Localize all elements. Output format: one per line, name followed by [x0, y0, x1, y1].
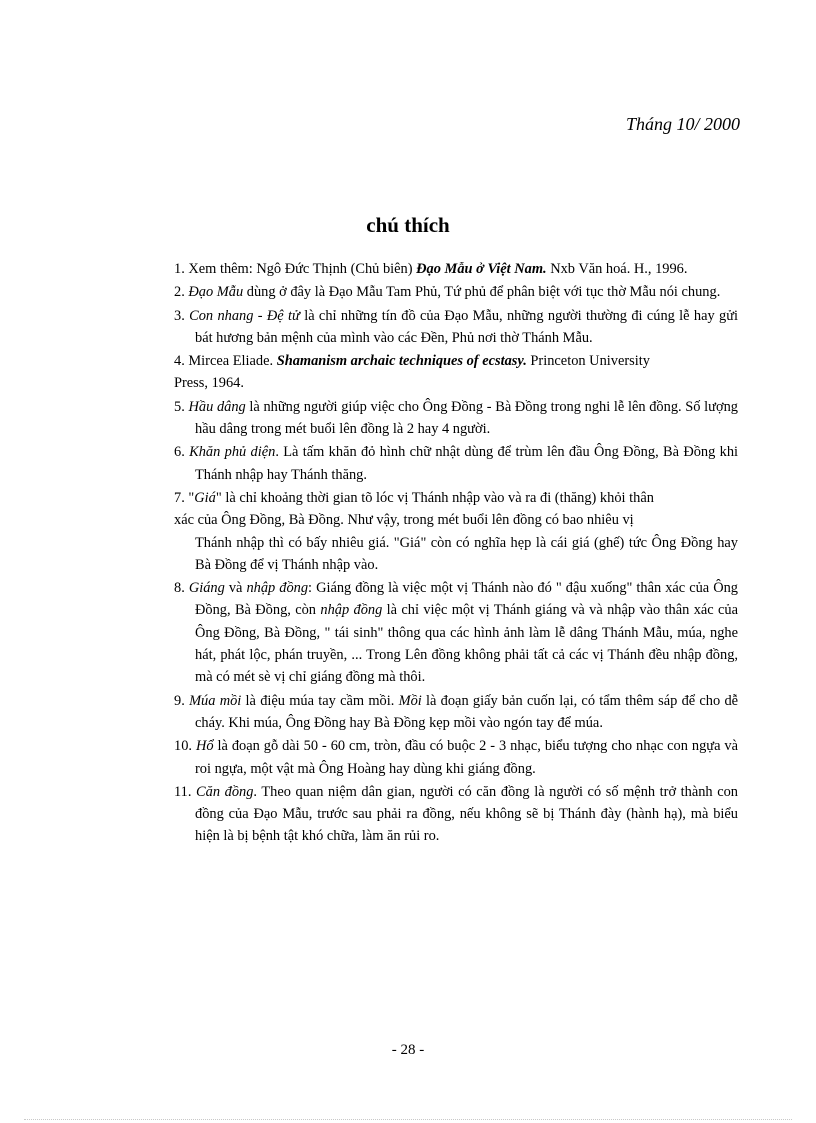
note-2-term: Đạo Mẫu	[188, 284, 244, 301]
note-4-press: Press, 1964.	[174, 375, 244, 392]
note-6-text: . Là tấm khăn đỏ hình chữ nhật dùng để trùm lên đầu Ông Đồng, Bà Đồng khi Thánh nhập hay Thánh thăng.	[195, 444, 739, 483]
note-1-book-title: Đạo Mẫu ở Việt Nam.	[416, 261, 547, 277]
page-number: - 28 -	[391, 1042, 425, 1058]
note-11	[174, 781, 738, 848]
note-3-text: là chỉ những tín đồ của Đạo Mẫu, những người thường đi cúng lễ hay gửi bát hương bản mệnh của mình vào các Đền, Phủ nơi thờ Thánh Mẫu.	[195, 307, 739, 346]
note-3-term: Con nhang - Đệ tử	[189, 307, 300, 324]
note-7	[174, 487, 738, 576]
note-8-conj: và	[224, 580, 247, 597]
note-7-text-line1: " là chỉ khoảng thời gian tõ lóc vị Thánh nhập vào và ra đi (thăng) khỏi thân	[215, 489, 654, 506]
note-2-text: dùng ở đây là Đạo Mẫu Tam Phủ, Tứ phủ để phân biệt với tục thờ Mẫu nói chung.	[243, 284, 721, 301]
note-7-number: 7. "	[174, 489, 195, 506]
note-7-text-line2: xác của Ông Đồng, Bà Đồng. Như vậy, trong mét buổi lên đồng có bao nhiêu vị	[174, 512, 634, 529]
note-11-text: . Theo quan niệm dân gian, người có căn đồng là người có số mệnh trở thành con đồng của Đạo Mẫu, trước sau phải ra đồng, nếu không sẽ bị Thánh đày (hành hạ), mà biểu hiện là bị bệnh tật khó chữa, làm ăn rủi ro.	[195, 783, 738, 845]
note-4-book-title: Shamanism archaic techniques of ecstasy.	[276, 353, 527, 370]
note-9-term-moi: Mồi	[398, 692, 422, 709]
note-8-term-giang: Giáng	[188, 580, 225, 597]
note-9-text-b: là đoạn giấy bản cuốn lại, có tẩm thêm sáp để cho dễ cháy. Khi múa, Ông Đồng hay Bà Đồng kẹp mồi vào ngón tay để múa.	[195, 692, 739, 731]
note-10-text: là đoạn gỗ dài 50 - 60 cm, tròn, đầu có buộc 2 - 3 nhạc, biểu tượng cho nhạc con ngựa và roi ngựa, một vật mà Ông Hoàng hay dùng khi giáng đồng.	[195, 738, 739, 777]
note-5-number: 5.	[174, 398, 189, 415]
note-10-number: 10.	[174, 738, 196, 755]
note-2	[174, 281, 738, 303]
section-title: chú thích	[366, 213, 450, 237]
note-11-term: Căn đồng	[196, 783, 254, 800]
note-4-author: 4. Mircea Eliade.	[174, 353, 277, 370]
note-9-term: Múa mồi	[189, 692, 242, 709]
note-9	[174, 690, 738, 735]
note-9-text-a: là điệu múa tay cầm mồi.	[241, 692, 399, 709]
note-6	[174, 441, 738, 486]
note-11-number: 11.	[174, 783, 197, 800]
note-6-term: Khăn phủ diện	[189, 444, 276, 461]
note-5-term: Hầu dâng	[188, 398, 246, 415]
note-9-number: 9.	[174, 692, 190, 709]
note-3	[174, 305, 738, 350]
note-8-text-a: : Giáng đồng là việc một vị Thánh nào đó " đậu xuống" thân xác của Ông Đồng, Bà Đồng, còn	[195, 580, 739, 619]
document-date: Tháng 10/ 2000	[625, 114, 740, 134]
note-3-number: 3.	[174, 307, 190, 324]
note-10	[174, 735, 738, 780]
notes-list	[174, 258, 738, 849]
note-8-number: 8.	[174, 580, 189, 597]
note-6-number: 6.	[174, 444, 190, 461]
note-5-text: là những người giúp việc cho Ông Đồng - Bà Đồng trong nghi lễ lên đồng. Số lượng hầu dâng trong mét buổi lên đồng là 2 hay 4 người.	[195, 398, 738, 438]
note-8	[174, 577, 738, 688]
note-7-term: Giá	[194, 489, 216, 506]
note-2-number: 2.	[174, 284, 189, 301]
note-1-text-a: 1. Xem thêm: Ngô Đức Thịnh (Chủ biên)	[174, 261, 417, 277]
page-bottom-rule	[24, 1119, 792, 1120]
note-8-term-nhap-dong: nhập đồng	[246, 580, 309, 597]
note-1-text-c: Nxb Văn hoá. H., 1996.	[546, 261, 688, 277]
note-8-text-b: là chỉ việc một vị Thánh giáng và và nhập vào thân xác của Ông Đồng, Bà Đồng, " tái sinh" thông qua các hình ảnh làm lễ dâng Thánh Mẫu, múa, nghe hát, phát lộc, phán truyền, ... Trong Lên đồng không phải tất cả các vị Thánh đều nhập đồng, mà có mét sè vị chỉ giáng đồng mà thôi.	[195, 602, 738, 686]
note-1	[174, 258, 738, 280]
note-8-term-nhap-dong-2: nhập đồng	[320, 602, 383, 619]
note-7-text-rest: Thánh nhập thì có bấy nhiêu giá. "Giá" còn có nghĩa hẹp là cái giá (ghế) tức Ông Đồng hay Bà Đồng để vị Thánh nhập vào.	[195, 534, 738, 573]
note-10-term: Hổ	[195, 738, 214, 755]
note-4	[174, 350, 738, 395]
note-5	[174, 396, 738, 441]
note-4-publisher: Princeton University	[526, 353, 650, 370]
